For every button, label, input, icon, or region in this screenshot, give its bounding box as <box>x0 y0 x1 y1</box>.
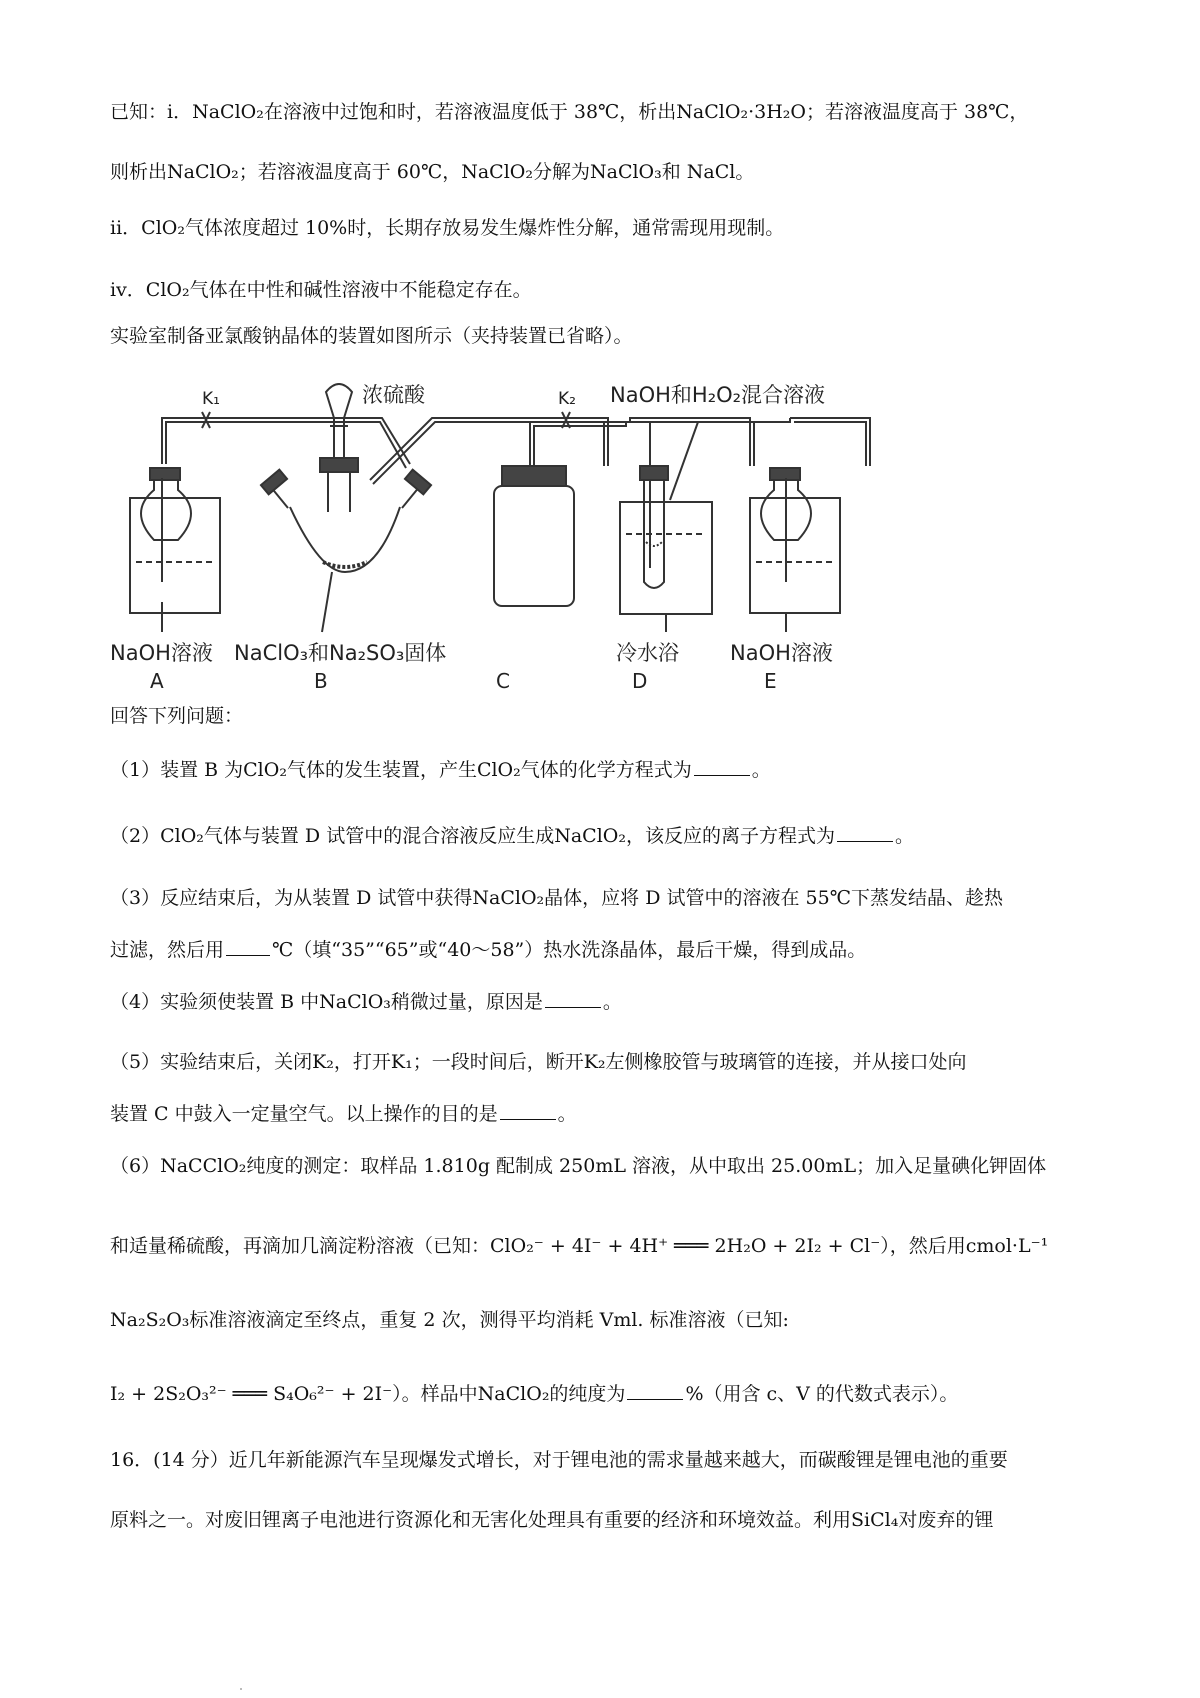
question-16-line-2: 原料之一。对废旧锂离子电池进行资源化和无害化处理具有重要的经济和环境效益。利用SiCl₄对废弃的锂 <box>110 1509 994 1531</box>
page-mark <box>240 1688 242 1690</box>
q2-answer-blank[interactable] <box>837 823 893 842</box>
q4-text: （4）实验须使装置 B 中NaClO₃稍微过量，原因是 <box>110 991 543 1013</box>
q3-end: ℃（填“35”“65”或“40～58”）热水洗涤晶体，最后干燥，得到成品。 <box>272 939 867 961</box>
q6-end: %（用含 c、V 的代数式表示）。 <box>685 1383 959 1405</box>
question-1 <box>110 756 1120 784</box>
question-5-line-2 <box>110 1100 1120 1128</box>
question-4 <box>110 988 1120 1016</box>
q5-text: 装置 C 中鼓入一定量空气。以上操作的目的是 <box>110 1103 498 1125</box>
label-conc-acid: 浓硫酸 <box>362 383 425 407</box>
q3-text: 过滤，然后用 <box>110 939 225 961</box>
known-line-2: 则析出NaClO₂；若溶液温度高于 60℃，NaClO₂分解为NaClO₃和 NaCl。 <box>110 161 755 183</box>
q1-text: （1）装置 B 为ClO₂气体的发生装置，产生ClO₂气体的化学方程式为 <box>110 759 692 781</box>
q3-answer-blank[interactable] <box>226 937 270 956</box>
label-k1: K₁ <box>202 389 220 409</box>
label-e-naoh: NaOH溶液 <box>730 641 833 665</box>
question-6-line-2: 和适量稀硫酸，再滴加几滴淀粉溶液（已知：ClO₂⁻ + 4I⁻ + 4H⁺ ═══ 2H₂O + 2I₂ + Cl⁻），然后用cmol·L⁻¹ <box>110 1235 1049 1257</box>
known-line-1: 已知：ⅰ．NaClO₂在溶液中过饱和时，若溶液温度低于 38℃，析出NaClO₂·3H₂O；若溶液温度高于 38℃， <box>110 101 1029 123</box>
apparatus-diagram <box>110 382 950 692</box>
q6-text: I₂ + 2S₂O₃²⁻ ═══ S₄O₆²⁻ + 2I⁻）。样品中NaClO₂的纯度为 <box>110 1383 626 1405</box>
label-k2: K₂ <box>558 389 576 409</box>
label-d-cold-bath: 冷水浴 <box>616 641 679 665</box>
q1-end: 。 <box>751 759 771 781</box>
label-naoh-h2o2: NaOH和H₂O₂混合溶液 <box>610 383 826 407</box>
q2-end: 。 <box>894 825 914 847</box>
question-3-line-1: （3）反应结束后，为从装置 D 试管中获得NaClO₂晶体，应将 D 试管中的溶液在 55℃下蒸发结晶、趁热 <box>110 887 1003 909</box>
q4-end: 。 <box>602 991 622 1013</box>
question-3-line-2 <box>110 936 1120 964</box>
letter-e: E <box>764 669 777 692</box>
question-6-line-4 <box>110 1380 1120 1408</box>
answer-intro: 回答下列问题： <box>110 705 244 727</box>
q1-answer-blank[interactable] <box>694 757 750 776</box>
q5-answer-blank[interactable] <box>500 1101 556 1120</box>
letter-a: A <box>150 669 164 692</box>
q5-end: 。 <box>557 1103 577 1125</box>
q6-answer-blank[interactable] <box>627 1381 683 1400</box>
label-b-solids: NaClO₃和Na₂SO₃固体 <box>234 641 447 665</box>
q2-text: （2）ClO₂气体与装置 D 试管中的混合溶液反应生成NaClO₂，该反应的离子方程式为 <box>110 825 835 847</box>
question-6-line-3: Na₂S₂O₃标准溶液滴定至终点，重复 2 次，测得平均消耗 Vml. 标准溶液（已知: <box>110 1309 789 1331</box>
label-a-naoh: NaOH溶液 <box>110 641 213 665</box>
letter-d: D <box>632 669 648 692</box>
letter-b: B <box>314 669 328 692</box>
known-iv: ⅳ．ClO₂气体在中性和碱性溶液中不能稳定存在。 <box>110 279 532 301</box>
diagram-intro: 实验室制备亚氯酸钠晶体的装置如图所示（夹持装置已省略）。 <box>110 325 633 347</box>
question-5-line-1: （5）实验结束后，关闭K₂，打开K₁；一段时间后，断开K₂左侧橡胶管与玻璃管的连接，并从接口处向 <box>110 1051 967 1073</box>
q4-answer-blank[interactable] <box>545 989 601 1008</box>
question-16-line-1: 16．(14 分）近几年新能源汽车呈现爆发式增长，对于锂电池的需求量越来越大，而碳酸锂是锂电池的重要 <box>110 1449 1008 1471</box>
question-2 <box>110 822 1120 850</box>
question-6-line-1: （6）NaCClO₂纯度的测定：取样品 1.810g 配制成 250mL 溶液，从中取出 25.00mL；加入足量碘化钾固体 <box>110 1155 1047 1177</box>
known-ii: ⅱ．ClO₂气体浓度超过 10%时，长期存放易发生爆炸性分解，通常需现用现制。 <box>110 217 785 239</box>
letter-c: C <box>496 669 510 692</box>
